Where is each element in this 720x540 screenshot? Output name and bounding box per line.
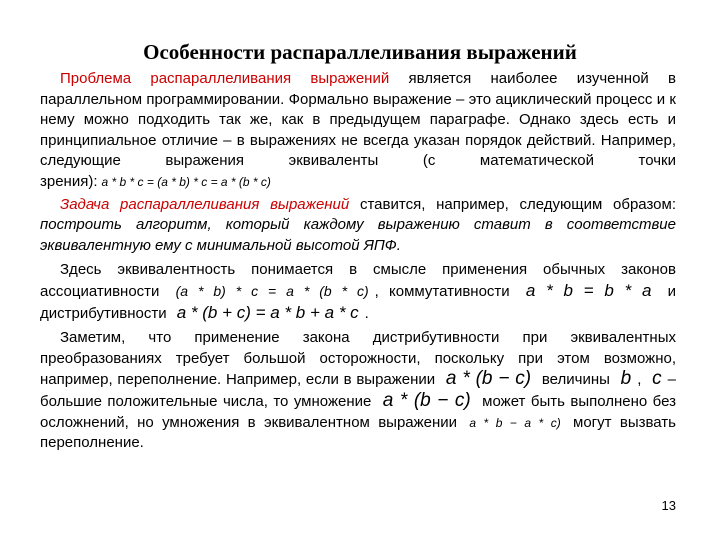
formula-expanded: a * b − a * c)	[469, 415, 561, 430]
page-number: 13	[661, 498, 676, 513]
problem-term: Проблема распараллеливания выражений	[60, 70, 390, 87]
paragraph-text: ,	[637, 371, 647, 389]
variable-c: c	[652, 368, 662, 390]
variable-b: b	[620, 368, 632, 390]
paragraph-text: – большие положительные числа, то умножение	[40, 371, 676, 410]
slide-body	[40, 69, 676, 454]
formula-equivalence: a * b * c = (a * b) * c = a * (b * c)	[101, 174, 271, 189]
task-term: Задача распараллеливания выражений	[60, 195, 350, 213]
paragraph-text: величины	[537, 371, 615, 389]
task-definition: построить алгоритм, который каждому выражению ставит в соответствие эквивалентную ему с минимальной высотой ЯПФ.	[40, 216, 676, 254]
paragraph-text: .	[364, 304, 369, 322]
paragraph-text: ставится, например, следующим образом:	[349, 195, 676, 213]
paragraph-text: может быть выполнено без осложнений, но умножения в эквивалентном выражении	[40, 392, 676, 431]
formula-commutativity: a * b = b * a	[525, 280, 652, 300]
formula-product-difference-2: a * (b − c)	[382, 389, 471, 411]
formula-distributivity: a * (b + c) = a * b + a * c	[176, 302, 359, 322]
paragraph-text: Здесь эквивалентность понимается в смысле применения обычных законов ассоциативности	[40, 261, 676, 300]
paragraph-overflow	[40, 328, 676, 454]
paragraph-text: могут вызвать переполнение.	[40, 413, 676, 452]
paragraph-text: , коммутативности	[374, 282, 520, 300]
paragraph-task	[40, 195, 676, 257]
formula-associativity: (a * b) * c = a * (b * c)	[175, 282, 369, 299]
paragraph-text: Заметим, что применение закона дистрибутивности при эквивалентных преобразованиях требует большой осторожности, поскольку при этом возможно, например, переполнение. Например, если в выражении	[40, 329, 676, 389]
paragraph-problem	[40, 69, 676, 193]
paragraph-text: и дистрибутивности	[40, 282, 676, 322]
slide-title: Особенности распараллеливания выражений	[143, 40, 577, 64]
formula-product-difference: a * (b − c)	[445, 368, 532, 390]
paragraph-laws	[40, 260, 676, 324]
paragraph-text: является наиболее изученной в параллельном программировании. Формально выражение – это ациклический процесс и к нему можно подходить так же, как в предыдущем параграфе. Однако здесь есть и принципиальное отличие – в выражениях не всегда указан порядок действий. Например, следующие выражения эквиваленты (с математической точки зрения):	[40, 70, 676, 190]
